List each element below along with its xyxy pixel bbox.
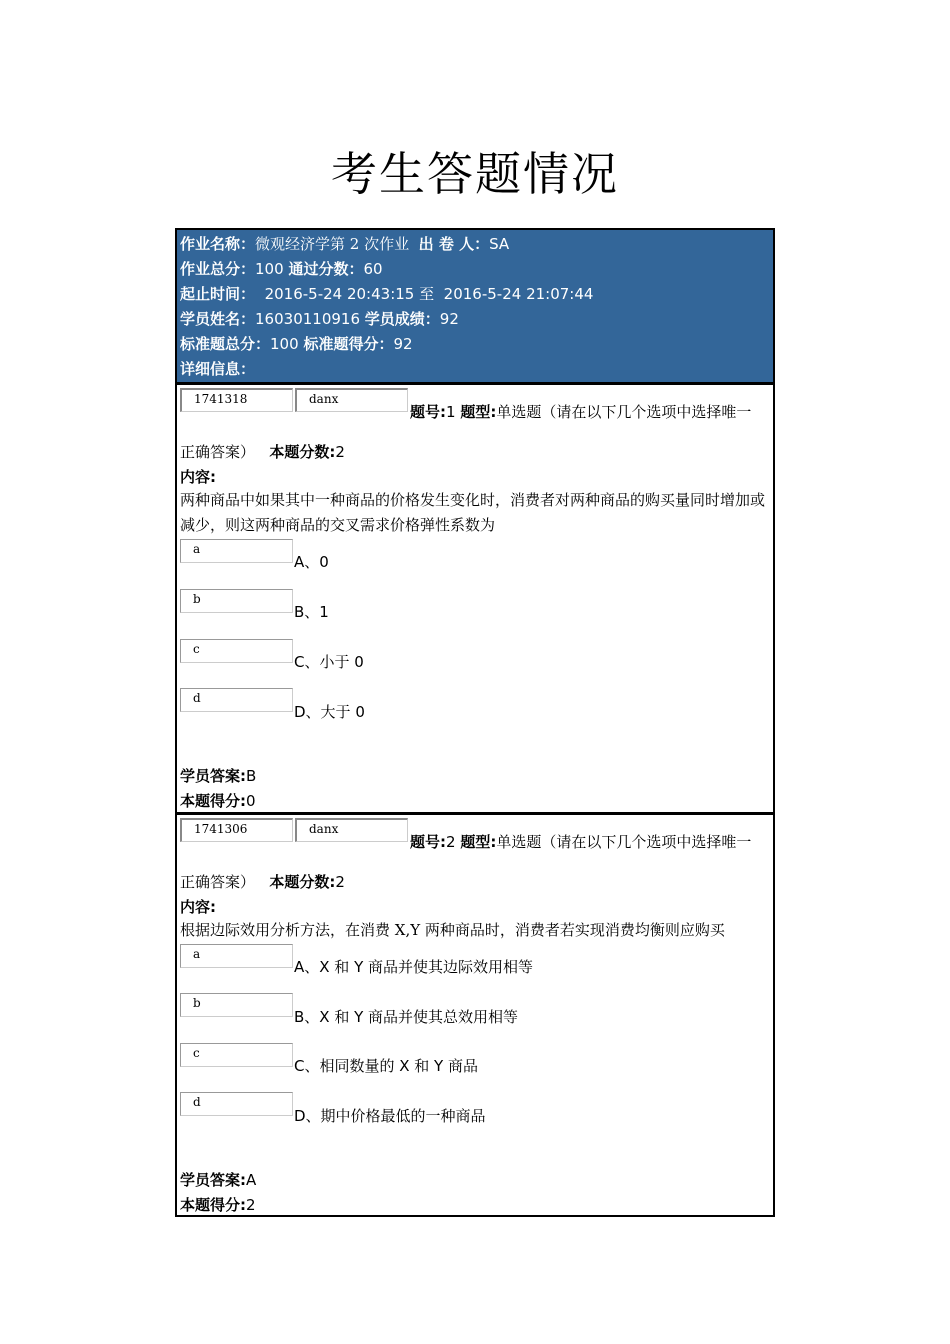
points-label: 本题分数: (269, 873, 336, 891)
num-label: 题号: (410, 833, 446, 851)
question-points-line (180, 441, 345, 462)
student-answer-line (180, 1169, 256, 1190)
question-score-line (180, 1194, 256, 1215)
author-label: 出 卷 人： (418, 235, 490, 253)
time-line (180, 282, 770, 307)
points-value: 2 (335, 873, 345, 891)
content-label (180, 896, 216, 917)
option-c-text: C、小于 0 (294, 653, 364, 671)
got-label: 本题得分: (180, 1196, 246, 1214)
std-total-label: 标准题总分： (180, 335, 271, 353)
option-d-text: D、期中价格最低的一种商品 (294, 1107, 486, 1125)
option-d-box[interactable]: d (180, 1092, 293, 1116)
question-content: 两种商品中如果其中一种商品的价格发生变化时，消费者对两种商品的购买量同时增加或减少，则这两种商品的交叉需求价格弹性系数为 (180, 491, 766, 534)
assignment-line (180, 232, 770, 257)
question-score-line (180, 790, 256, 811)
author-value: SA (489, 235, 510, 253)
question-block (175, 384, 775, 814)
detail-line (180, 357, 770, 382)
type-label: 题型: (460, 403, 497, 421)
student-answer: B (246, 767, 257, 785)
points-label: 本题分数: (269, 443, 336, 461)
option-a-box[interactable]: a (180, 944, 293, 968)
question-content: 根据边际效用分析方法，在消费 X,Y 两种商品时，消费者若实现消费均衡则应购买 (180, 921, 725, 939)
question-score: 0 (246, 792, 256, 810)
score-label: 学员成绩： (364, 310, 440, 328)
score-value: 92 (439, 310, 459, 328)
student-answer: A (246, 1171, 257, 1189)
content-label-text: 内容: (180, 898, 216, 916)
pass-label: 通过分数： (288, 260, 364, 278)
type-label: 题型: (460, 833, 497, 851)
question-id-field[interactable]: 1741306 (180, 818, 293, 842)
option-d-text: D、大于 0 (294, 703, 365, 721)
detail-label: 详细信息： (180, 360, 256, 378)
page-title: 考生答题情况 (331, 147, 619, 201)
std-score-value: 92 (393, 335, 413, 353)
option-a-text: A、X 和 Y 商品并使其边际效用相等 (294, 958, 534, 976)
assignment-value: 微观经济学第 2 次作业 (255, 235, 410, 253)
question-type-text: 单选题（请在以下几个选项中选择唯一 (496, 833, 752, 851)
question-score: 2 (246, 1196, 256, 1214)
question-id-field[interactable]: 1741318 (180, 388, 293, 412)
answer-label: 学员答案: (180, 767, 246, 785)
question-type-text-cont: 正确答案） (180, 443, 256, 461)
time-separator: 至 (419, 285, 435, 303)
option-b-text: B、1 (294, 603, 329, 621)
summary-header (175, 228, 775, 384)
standard-line (180, 332, 770, 357)
option-b-box[interactable]: b (180, 589, 293, 613)
total-label: 作业总分： (180, 260, 256, 278)
total-value: 100 (255, 260, 284, 278)
option-d-box[interactable]: d (180, 688, 293, 712)
pass-value: 60 (363, 260, 383, 278)
question-block (175, 814, 775, 1217)
question-points-line (180, 871, 345, 892)
question-type-field[interactable]: danx (295, 818, 408, 842)
student-answer-line (180, 765, 256, 786)
question-type-text: 单选题（请在以下几个选项中选择唯一 (496, 403, 752, 421)
time-label: 起止时间： (180, 285, 256, 303)
got-label: 本题得分: (180, 792, 246, 810)
question-number: 1 (446, 403, 456, 421)
std-total-value: 100 (270, 335, 299, 353)
score-line (180, 257, 770, 282)
option-c-text: C、相同数量的 X 和 Y 商品 (294, 1057, 478, 1075)
num-label: 题号: (410, 403, 446, 421)
time-end: 2016-5-24 21:07:44 (443, 285, 594, 303)
option-a-box[interactable]: a (180, 539, 293, 563)
question-type-text-cont: 正确答案） (180, 873, 256, 891)
name-label: 学员姓名： (180, 310, 256, 328)
question-meta (410, 831, 751, 852)
assignment-label: 作业名称： (180, 235, 256, 253)
content-label-text: 内容: (180, 468, 216, 486)
answer-label: 学员答案: (180, 1171, 246, 1189)
name-value: 16030110916 (255, 310, 360, 328)
student-line (180, 307, 770, 332)
question-meta (410, 401, 751, 422)
points-value: 2 (335, 443, 345, 461)
content-label (180, 466, 216, 487)
question-type-field[interactable]: danx (295, 388, 408, 412)
std-score-label: 标准题得分： (303, 335, 394, 353)
option-c-box[interactable]: c (180, 1043, 293, 1067)
answer-sheet (175, 228, 775, 1217)
option-b-box[interactable]: b (180, 993, 293, 1017)
option-c-box[interactable]: c (180, 639, 293, 663)
question-number: 2 (446, 833, 456, 851)
option-a-text: A、0 (294, 553, 329, 571)
time-start: 2016-5-24 20:43:15 (264, 285, 415, 303)
option-b-text: B、X 和 Y 商品并使其总效用相等 (294, 1008, 519, 1026)
